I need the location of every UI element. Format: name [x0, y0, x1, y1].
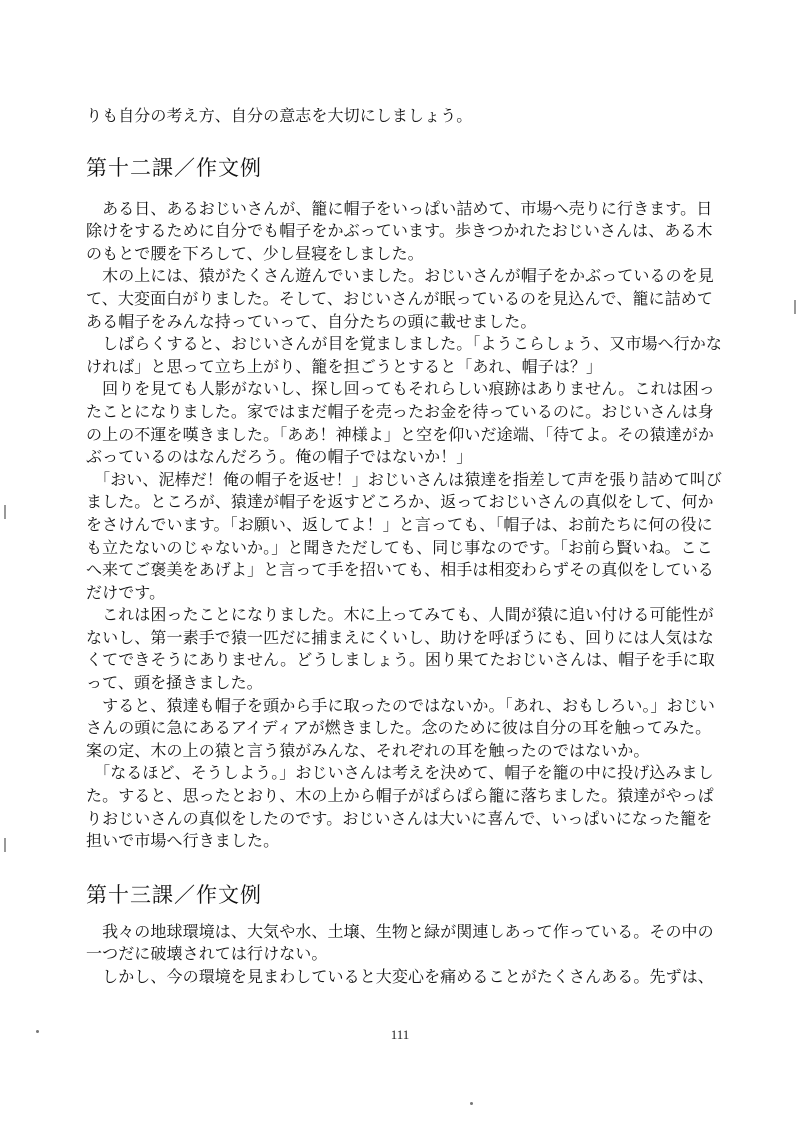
- text-line: ければ」と思って立ち上がり、籠を担ごうとすると「あれ、帽子は？」: [86, 356, 603, 376]
- intro-paragraph: [86, 105, 712, 128]
- text-line: 案の定、木の上の猿と言う猿がみんな、それぞれの耳を触ったのではないか。: [86, 740, 650, 760]
- text-line: ある帽子をみんな持っていって、自分たちの頭に載せました。: [86, 311, 537, 331]
- text-line: ました。ところが、猿達が帽子を返すどころか、返っておじいさんの真似をして、何か: [86, 492, 714, 512]
- page-body: [86, 105, 723, 989]
- section-body-lesson-12: [86, 198, 723, 853]
- text-line: も立たないのじゃないか。」と聞きただしても、同じ事なのです。「お前ら賢いね。ここ: [86, 537, 713, 557]
- text-line: のもとで腰を下ろして、少し昼寝をしました。: [86, 243, 424, 263]
- text-line: をさけんでいます。「お願い、返してよ！」と言っても、「帽子は、お前たちに何の役に: [86, 514, 713, 534]
- section-heading-lesson-13: 第十三課／作文例: [86, 882, 262, 907]
- text-line: くてできそうにありません。どうしましょう。困り果てたおじいさんは、帽子を手に取: [86, 650, 715, 670]
- text-line: 木の上には、猿がたくさん遊んでいました。おじいさんが帽子をかぶっているのを見: [86, 266, 714, 286]
- text-line: た。すると、思ったとおり、木の上から帽子がぱらぱら籠に落ちました。猿達がやっぱ: [86, 786, 714, 806]
- scan-mark: [4, 505, 6, 519]
- text-line: たことになりました。家ではまだ帽子を売ったお金を待っているのに。おじいさんは身: [86, 401, 714, 421]
- text-line: りも自分の考え方、自分の意志を大切にしましょう。: [86, 106, 473, 125]
- scan-dot: [36, 1030, 39, 1033]
- text-line: へ来てご褒美をあげよ」と言って手を招いても、相手は相変わらずその真似をしている: [86, 560, 714, 580]
- text-line: の上の不運を嘆きました。「ああ！神様よ」と空を仰いだ途端、「待てよ。その猿達がか: [86, 424, 715, 444]
- text-line: て、大変面白がりました。そして、おじいさんが眠っているのを見込んで、籠に詰めて: [86, 288, 713, 308]
- section-heading-lesson-12: 第十二課／作文例: [86, 155, 262, 180]
- text-line: 一つだに破壊されては行けない。: [86, 944, 328, 964]
- text-line: 回りを見ても人影がないし、探し回ってもそれらしい痕跡はありません。これは困っ: [86, 379, 715, 399]
- text-line: 除けをするために自分でも帽子をかぶっています。歩きつかれたおじいさんは、ある木: [86, 221, 713, 241]
- text-line: ぶっているのはなんだろう。俺の帽子ではないか！」: [86, 447, 473, 467]
- text-line: ないし、第一素手で猿一匹だに捕まえにくいし、助けを呼ぼうにも、回りには人気はな: [86, 627, 714, 647]
- text-line: しかし、今の環境を見まわしていると大変心を痛めることがたくさんある。先ずは、: [86, 967, 714, 986]
- text-line: 我々の地球環境は、大気や水、土壌、生物と緑が関連しあって作っている。その中の: [86, 921, 714, 941]
- page-number: 111: [390, 1027, 410, 1042]
- text-line: 「おい、泥棒だ！俺の帽子を返せ！」おじいさんは猿達を指差して声を張り詰めて叫び: [86, 469, 723, 489]
- text-line: 「なるほど、そうしよう。」おじいさんは考えを決めて、帽子を籠の中に投げ込みまし: [86, 763, 714, 783]
- scan-dot: [470, 1102, 473, 1105]
- text-line: これは困ったことになりました。木に上ってみても、人間が猿に追い付ける可能性が: [86, 605, 714, 625]
- section-body-lesson-13: [86, 921, 712, 989]
- text-line: ある日、あるおじいさんが、籠に帽子をいっぱい詰めて、市場へ売りに行きます。日: [86, 198, 713, 218]
- text-line: さんの頭に急にあるアイディアが燃きました。念のために彼は自分の耳を触ってみた。: [86, 718, 712, 738]
- text-line: すると、猿達も帽子を頭から手に取ったのではないか。「あれ、おもしろい。」おじい: [86, 695, 715, 715]
- text-line: りおじいさんの真似をしたのです。おじいさんは大いに喜んで、いっぱいになった籠を: [86, 808, 713, 828]
- scan-mark: [4, 838, 6, 852]
- text-line: 担いで市場へ行きました。: [86, 831, 280, 851]
- text-line: だけです。: [86, 582, 166, 602]
- scan-mark: [794, 300, 796, 314]
- text-line: しばらくすると、おじいさんが目を覚ましました。「ようこらしょう、又市場へ行かな: [86, 334, 723, 354]
- text-line: って、頭を掻きました。: [86, 673, 263, 693]
